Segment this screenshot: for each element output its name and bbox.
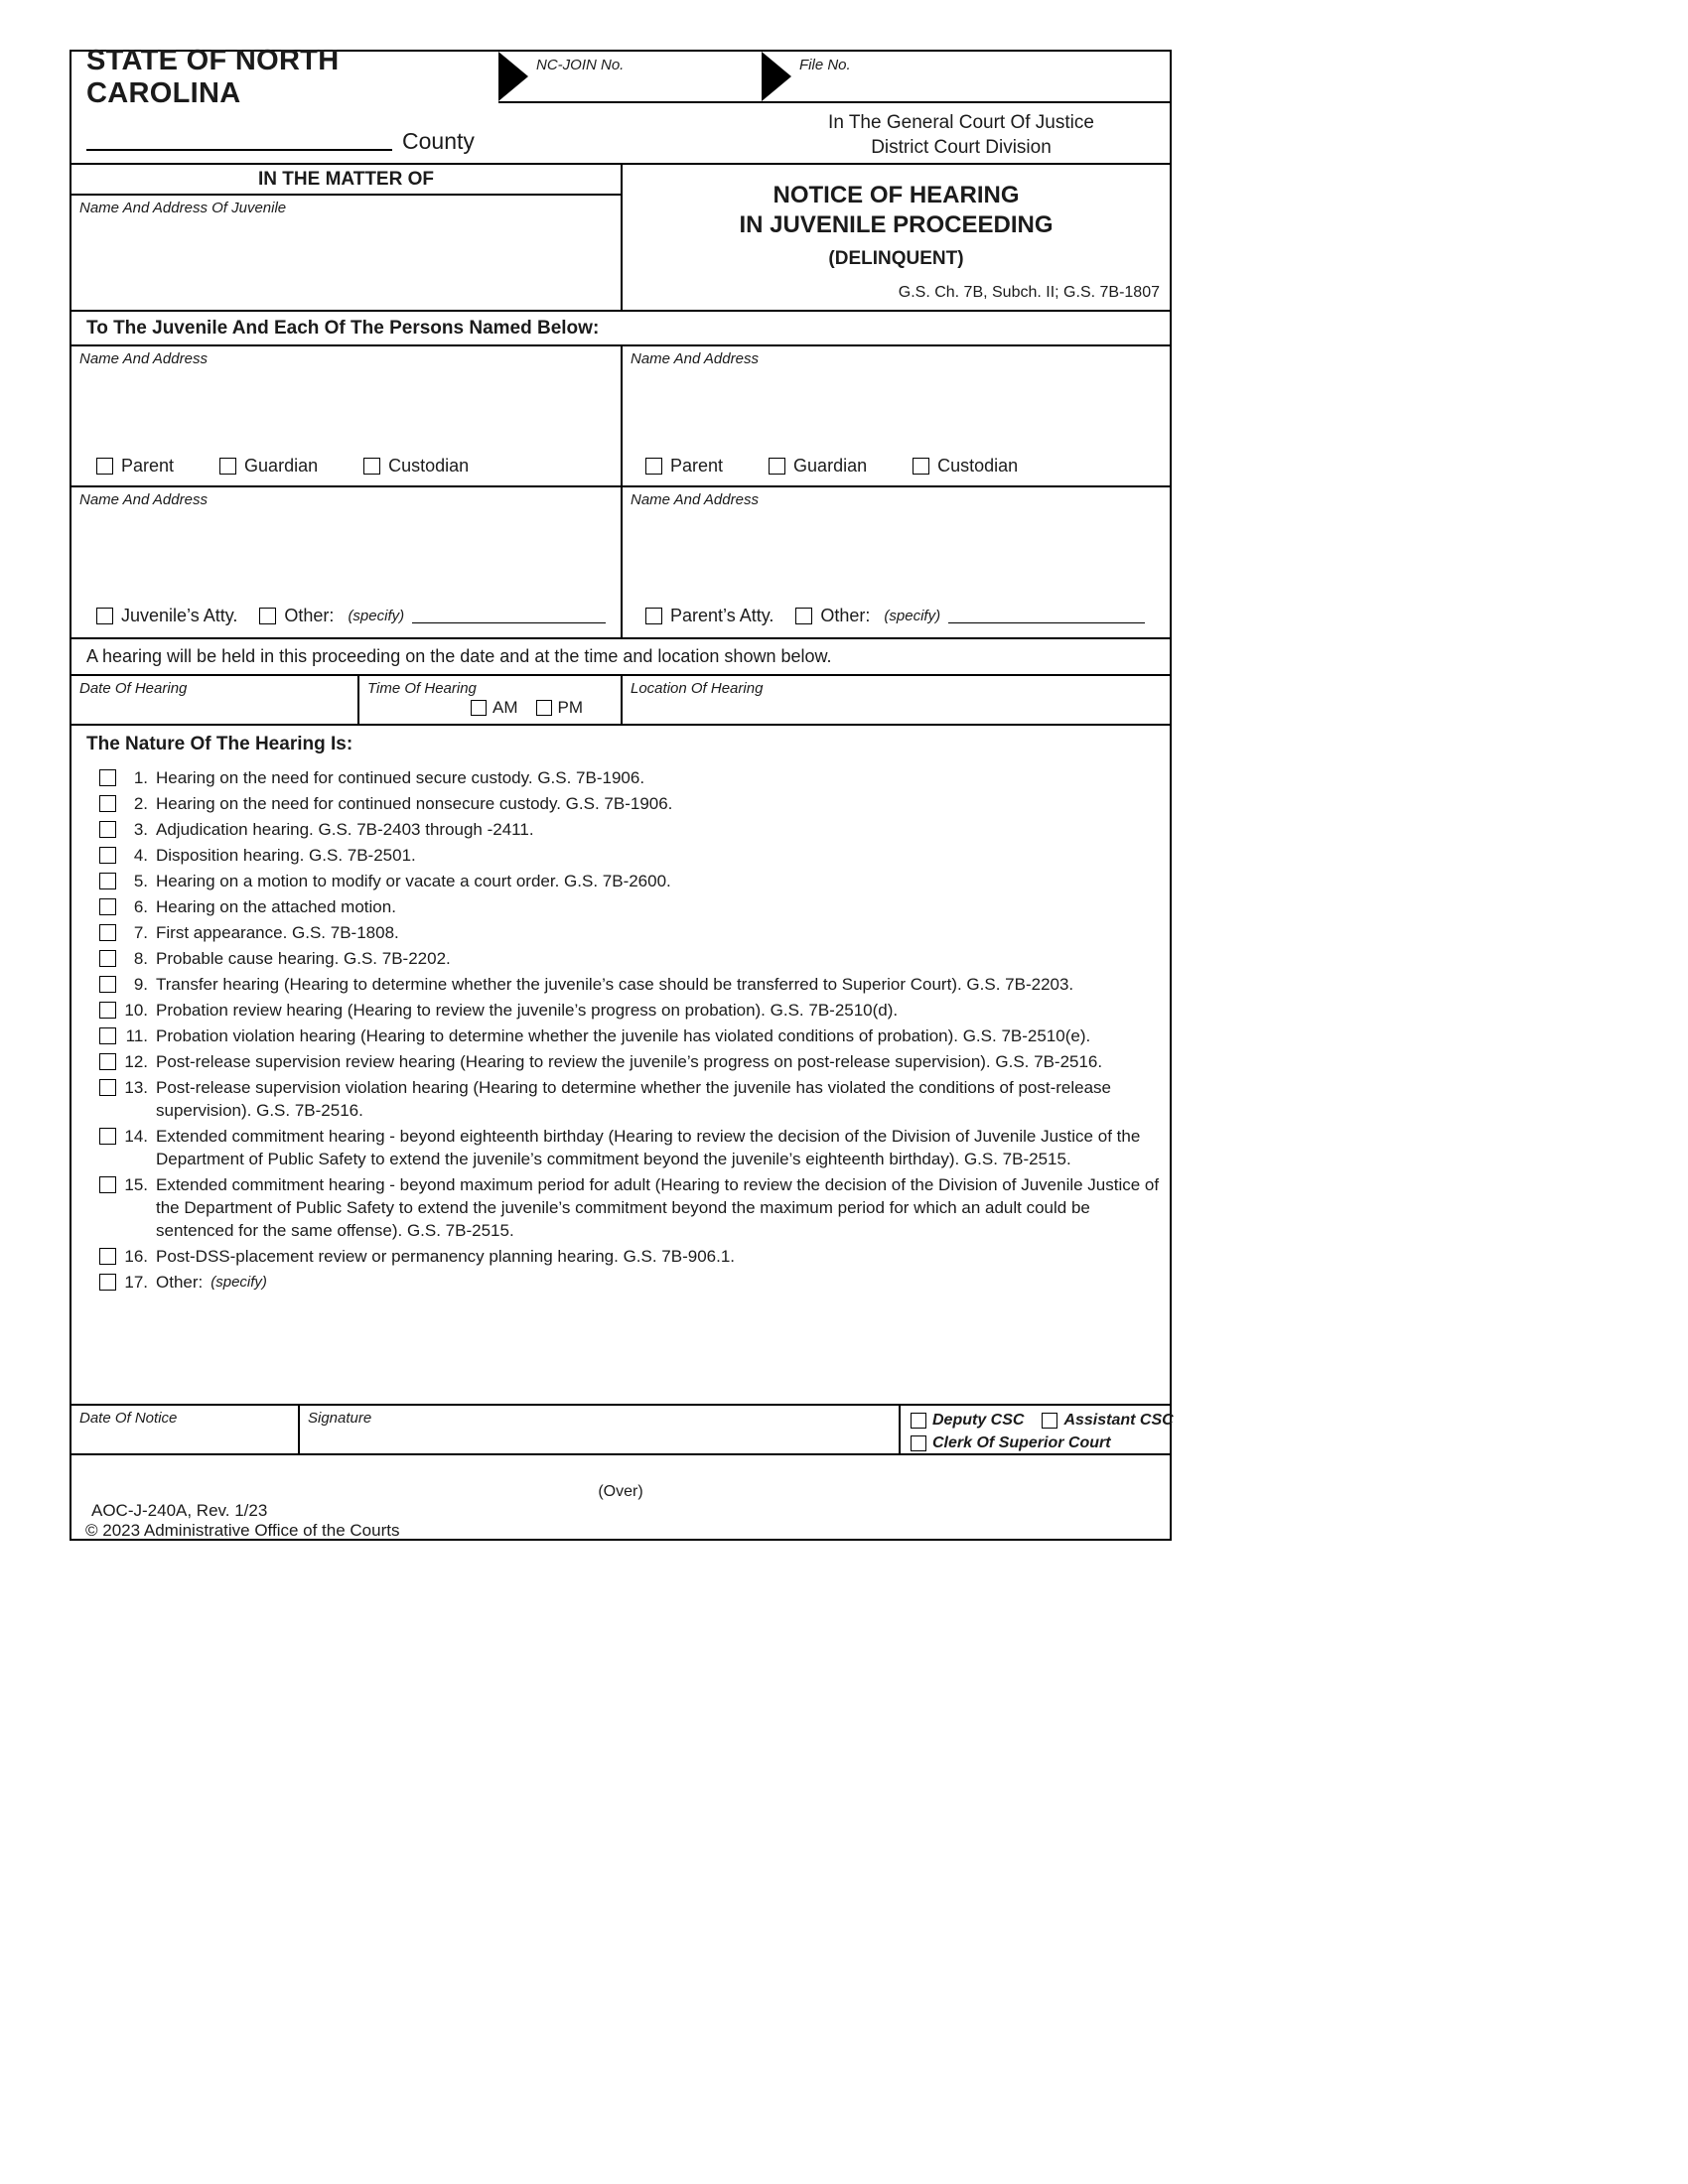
custodian-label: Custodian <box>937 456 1019 476</box>
nature-item-14 <box>99 1125 1166 1170</box>
form-header <box>71 45 1170 109</box>
nature-item-5-checkbox[interactable] <box>99 873 116 889</box>
court-justice-line: In The General Court Of Justice <box>828 112 1094 133</box>
nature-heading: The Nature Of The Hearing Is: <box>86 734 353 754</box>
nature-item-8-checkbox[interactable] <box>99 950 116 967</box>
parent-checkbox[interactable] <box>645 458 662 475</box>
nature-item-1 <box>99 766 1166 789</box>
nature-item-1-checkbox[interactable] <box>99 769 116 786</box>
time-of-hearing-label: Time Of Hearing <box>367 680 477 697</box>
nature-item-11 <box>99 1024 1166 1047</box>
county-line <box>71 103 628 163</box>
juvenile-atty-checkbox[interactable] <box>96 608 113 624</box>
court-division-block <box>757 110 1166 160</box>
recipients-heading: To The Juvenile And Each Of The Persons Named Below: <box>71 312 1170 346</box>
hearing-statement: A hearing will be held in this proceeding on the date and at the time and location shown below. <box>71 639 1170 676</box>
arrow-icon <box>498 52 528 101</box>
am-checkbox[interactable] <box>471 700 487 716</box>
item-number: 4. <box>133 846 148 865</box>
capacity-checkboxes <box>901 1406 1174 1453</box>
nature-item-17-checkbox[interactable] <box>99 1274 116 1291</box>
assistant-csc-checkbox[interactable] <box>1042 1413 1057 1429</box>
item-number: 8. <box>133 949 148 968</box>
nature-item-17 <box>99 1271 1166 1294</box>
guardian-label: Guardian <box>793 456 868 476</box>
form-title-line3: (DELINQUENT) <box>828 248 964 269</box>
parent-option <box>645 456 723 477</box>
clerk-label: Clerk Of Superior Court <box>932 1434 1111 1451</box>
other-label: Other: <box>820 606 871 625</box>
item-text: Probable cause hearing. G.S. 7B-2202. <box>156 949 451 968</box>
item-number: 16. <box>124 1247 148 1266</box>
item-number: 9. <box>133 975 148 994</box>
custodian-checkbox[interactable] <box>363 458 380 475</box>
file-no-label: File No. <box>799 57 851 73</box>
item-text: Post-release supervision review hearing (Hearing to review the juvenile’s progress on post-release supervision). G.S. 7B-2516. <box>156 1052 1103 1071</box>
pm-checkbox[interactable] <box>536 700 552 716</box>
item-text: Post-release supervision violation hearing (Hearing to determine whether the juvenile has violated the conditions of post-release supervision). G.S. 7B-2516. <box>156 1078 1111 1120</box>
item-text: Transfer hearing (Hearing to determine whether the juvenile’s case should be transferred to Superior Court). G.S. 7B-2203. <box>156 975 1074 994</box>
other-option <box>259 606 404 626</box>
location-of-hearing-label: Location Of Hearing <box>631 680 764 697</box>
nature-item-7 <box>99 921 1166 944</box>
name-address-field[interactable] <box>623 487 1170 637</box>
name-address-label: Name And Address <box>631 491 759 508</box>
parent-label: Parent <box>121 456 175 476</box>
hearing-details <box>71 676 1170 726</box>
date-of-notice-label: Date Of Notice <box>79 1410 178 1427</box>
name-address-label: Name And Address <box>79 350 208 367</box>
file-no-field[interactable] <box>762 52 1170 103</box>
nature-item-12 <box>99 1050 1166 1073</box>
item-text: Disposition hearing. G.S. 7B-2501. <box>156 846 416 865</box>
nature-item-list <box>99 766 1166 1294</box>
deputy-csc-checkbox[interactable] <box>911 1413 926 1429</box>
county-input[interactable] <box>86 121 392 151</box>
nature-item-12-checkbox[interactable] <box>99 1053 116 1070</box>
assistant-csc-option <box>1042 1412 1173 1430</box>
recipients-row-2 <box>71 487 1170 639</box>
nature-item-2 <box>99 792 1166 815</box>
item-text: Extended commitment hearing - beyond maximum period for adult (Hearing to review the decision of the Division of Juvenile Justice of the Department of Public Safety to extend the juvenile’s commitment beyond the maximum period for which an adult could be sentenced for the same offense). G.S. 7B-2515. <box>156 1175 1160 1240</box>
nature-item-9 <box>99 973 1166 996</box>
nature-item-8 <box>99 947 1166 970</box>
item-number: 6. <box>133 897 148 916</box>
nature-item-10-checkbox[interactable] <box>99 1002 116 1019</box>
county-row <box>71 103 1170 165</box>
attorney-checkboxes <box>645 606 1145 626</box>
parent-option <box>96 456 174 477</box>
case-caption <box>71 165 1170 312</box>
guardian-label: Guardian <box>244 456 319 476</box>
juvenile-atty-option <box>96 606 237 626</box>
signature-field[interactable] <box>300 1406 901 1453</box>
signature-block <box>71 1406 1174 1455</box>
am-option <box>471 698 518 718</box>
parent-atty-label: Parent’s Atty. <box>670 606 774 625</box>
item-text: Hearing on a motion to modify or vacate a court order. G.S. 7B-2600. <box>156 872 671 890</box>
date-of-notice-field[interactable] <box>71 1406 300 1453</box>
recipients-row-1 <box>71 346 1170 487</box>
nature-item-7-checkbox[interactable] <box>99 924 116 941</box>
custodian-option <box>913 456 1018 477</box>
other-option <box>795 606 940 626</box>
name-address-field[interactable] <box>71 346 623 485</box>
name-address-label: Name And Address <box>79 491 208 508</box>
guardian-checkbox[interactable] <box>769 458 785 475</box>
guardian-option <box>769 456 867 477</box>
deputy-csc-label: Deputy CSC <box>932 1412 1025 1429</box>
item-number: 1. <box>133 768 148 787</box>
nature-item-14-checkbox[interactable] <box>99 1128 116 1145</box>
item-number: 2. <box>133 794 148 813</box>
state-title-section <box>71 45 498 109</box>
nature-item-4 <box>99 844 1166 867</box>
item-number: 11. <box>125 1026 148 1045</box>
ncjoin-label: NC-JOIN No. <box>536 57 625 73</box>
role-checkboxes <box>645 456 1018 477</box>
county-label: County <box>402 128 475 154</box>
form-footer <box>71 1455 1170 1539</box>
time-of-hearing-field[interactable] <box>359 676 623 724</box>
custodian-label: Custodian <box>388 456 470 476</box>
item-number: 13. <box>124 1078 148 1097</box>
nature-item-10 <box>99 999 1166 1022</box>
item-text: Hearing on the attached motion. <box>156 897 396 916</box>
other-label: Other: <box>284 606 335 625</box>
custodian-checkbox[interactable] <box>913 458 929 475</box>
item-text: Other: <box>156 1273 204 1292</box>
other-checkbox[interactable] <box>259 608 276 624</box>
form-title-block <box>623 165 1170 310</box>
signature-label: Signature <box>308 1410 372 1427</box>
item-number: 14. <box>124 1127 148 1146</box>
attorney-checkboxes <box>96 606 606 626</box>
nature-item-11-checkbox[interactable] <box>99 1027 116 1044</box>
form-title-line2: IN JUVENILE PROCEEDING <box>739 211 1054 238</box>
item-text: First appearance. G.S. 7B-1808. <box>156 923 399 942</box>
nature-item-15-checkbox[interactable] <box>99 1176 116 1193</box>
item-text: Post-DSS-placement review or permanency planning hearing. G.S. 7B-906.1. <box>156 1247 736 1266</box>
name-address-field[interactable] <box>623 346 1170 485</box>
am-label: AM <box>492 698 518 717</box>
assistant-csc-label: Assistant CSC <box>1063 1412 1174 1429</box>
item-number: 7. <box>133 923 148 942</box>
guardian-option <box>219 456 318 477</box>
form-number: AOC-J-240A, Rev. 1/23 <box>91 1501 268 1520</box>
item-number: 12. <box>124 1052 148 1071</box>
parent-label: Parent <box>670 456 724 476</box>
nature-item-6-checkbox[interactable] <box>99 898 116 915</box>
nature-item-15 <box>99 1173 1166 1242</box>
item-number: 5. <box>133 872 148 890</box>
item-number: 3. <box>133 820 148 839</box>
nature-item-2-checkbox[interactable] <box>99 795 116 812</box>
pm-label: PM <box>557 698 583 717</box>
nature-item-16-checkbox[interactable] <box>99 1248 116 1265</box>
over-note: (Over) <box>598 1483 643 1500</box>
notice-of-hearing-form <box>70 45 1174 1541</box>
form-title-line1: NOTICE OF HEARING <box>773 182 1020 208</box>
juvenile-name-address-field[interactable] <box>71 196 621 310</box>
arrow-icon <box>762 52 791 101</box>
pm-option <box>536 698 584 718</box>
ampm-checkboxes <box>471 698 583 718</box>
item-specify-label: (specify) <box>211 1274 267 1291</box>
custodian-option <box>363 456 469 477</box>
nature-item-16 <box>99 1245 1166 1268</box>
juvenile-atty-label: Juvenile’s Atty. <box>121 606 238 625</box>
date-of-hearing-field[interactable] <box>71 676 359 724</box>
nature-item-13 <box>99 1076 1166 1122</box>
item-number: 17. <box>124 1273 148 1292</box>
court-division-line: District Court Division <box>871 137 1052 158</box>
nature-of-hearing-section <box>71 726 1170 1406</box>
nature-item-4-checkbox[interactable] <box>99 847 116 864</box>
other-checkbox[interactable] <box>795 608 812 624</box>
nature-item-13-checkbox[interactable] <box>99 1079 116 1096</box>
other-specify-input[interactable] <box>948 621 1145 623</box>
role-checkboxes <box>96 456 469 477</box>
matter-section <box>71 165 623 310</box>
specify-label: (specify) <box>348 608 405 624</box>
item-number: 10. <box>124 1001 148 1020</box>
item-text: Probation review hearing (Hearing to review the juvenile’s progress on probation). G.S. 7B-2510(d). <box>156 1001 899 1020</box>
parent-atty-option <box>645 606 774 626</box>
deputy-csc-option <box>911 1412 1024 1430</box>
date-of-hearing-label: Date Of Hearing <box>79 680 188 697</box>
item-number: 15. <box>124 1175 148 1194</box>
nature-item-3 <box>99 818 1166 841</box>
state-title: STATE OF NORTH CAROLINA <box>86 45 340 109</box>
statute-ref: G.S. Ch. 7B, Subch. II; G.S. 7B-1807 <box>898 284 1160 301</box>
parent-atty-checkbox[interactable] <box>645 608 662 624</box>
ncjoin-field[interactable] <box>498 52 762 103</box>
clerk-option <box>911 1434 1111 1452</box>
name-address-field[interactable] <box>71 487 623 637</box>
nature-item-6 <box>99 895 1166 918</box>
nature-item-5 <box>99 870 1166 892</box>
item-text: Probation violation hearing (Hearing to determine whether the juvenile has violated conditions of probation). G.S. 7B-2510(e). <box>156 1026 1091 1045</box>
item-text: Hearing on the need for continued secure custody. G.S. 7B-1906. <box>156 768 645 787</box>
other-specify-input[interactable] <box>412 621 606 623</box>
name-address-label: Name And Address <box>631 350 759 367</box>
guardian-checkbox[interactable] <box>219 458 236 475</box>
nature-item-9-checkbox[interactable] <box>99 976 116 993</box>
juvenile-name-address-label: Name And Address Of Juvenile <box>79 200 287 216</box>
clerk-checkbox[interactable] <box>911 1435 926 1451</box>
matter-heading: IN THE MATTER OF <box>71 165 621 196</box>
copyright: © 2023 Administrative Office of the Courts <box>85 1521 400 1540</box>
item-text: Adjudication hearing. G.S. 7B-2403 through -2411. <box>156 820 534 839</box>
location-of-hearing-field[interactable] <box>623 676 1170 724</box>
item-text: Extended commitment hearing - beyond eighteenth birthday (Hearing to review the decision of the Division of Juvenile Justice of the Department of Public Safety to extend the juvenile’s commitment beyond the juvenile’s eighteenth birthday). G.S. 7B-2515. <box>156 1127 1141 1168</box>
specify-label: (specify) <box>884 608 941 624</box>
item-text: Hearing on the need for continued nonsecure custody. G.S. 7B-1906. <box>156 794 673 813</box>
nature-item-3-checkbox[interactable] <box>99 821 116 838</box>
parent-checkbox[interactable] <box>96 458 113 475</box>
